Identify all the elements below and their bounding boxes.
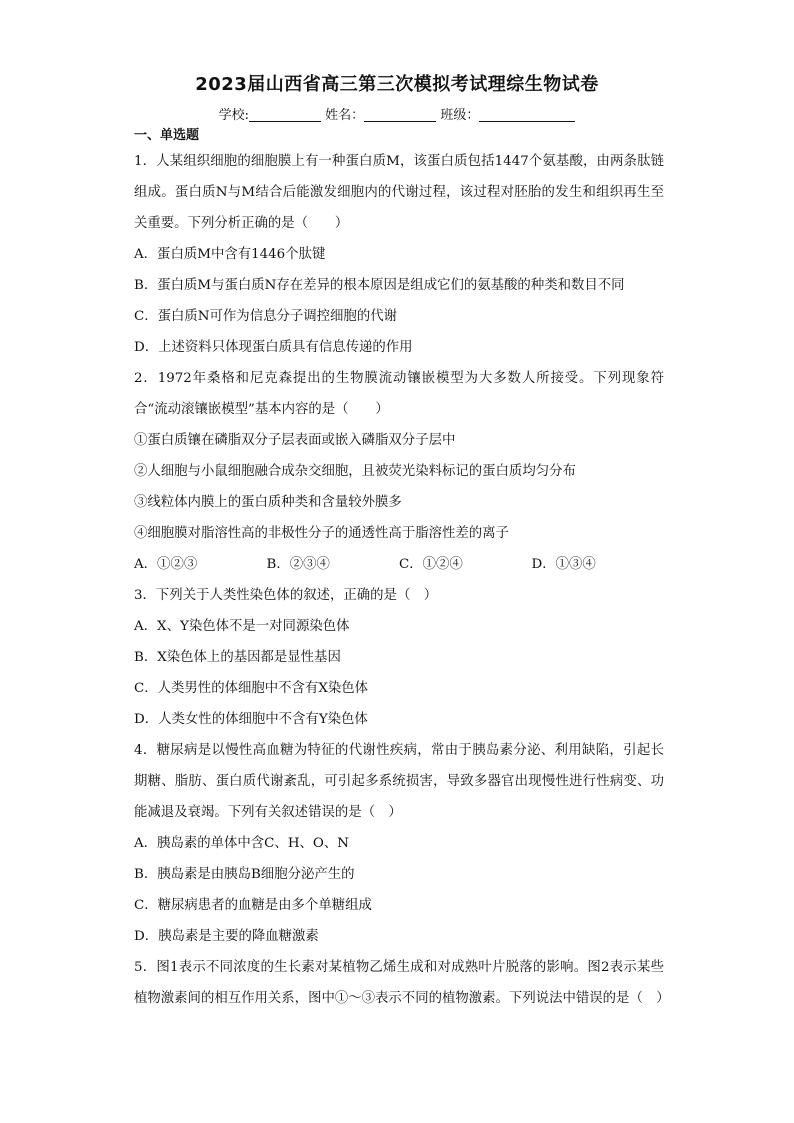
question-5-stem: 5．图1表示不同浓度的生长素对某植物乙烯生成和对成熟叶片脱落的影响。图2表示某些植物激素间的相互作用关系，图中①～③表示不同的植物激素。下列说法中错误的是（ ） [134, 960, 670, 1006]
question-1-option-a: A．蛋白质M中含有1446个肽键 [134, 247, 326, 262]
question-2-option-a: A．①②③ [134, 557, 198, 572]
question-1-stem: 1．人某组织细胞的细胞膜上有一种蛋白质M，该蛋白质包括1447个氨基酸，由两条肽链组成。蛋白质N与M结合后能激发细胞内的代谢过程，该过程对胚胎的发生和组织再生至关重要。下列分析正确的是（ ） [134, 154, 664, 231]
question-1-option-d: D．上述资料只体现蛋白质具有信息传递的作用 [134, 340, 413, 355]
school-label: 学校: [218, 108, 250, 123]
question-3-option-b: B．X染色体上的基因都是显性基因 [134, 650, 341, 665]
school-blank[interactable] [249, 107, 321, 122]
question-2-option-b: B．②③④ [266, 557, 330, 572]
class-blank[interactable] [479, 107, 575, 122]
question-2-option-c: C．①②④ [399, 557, 463, 572]
question-4-option-b: B．胰岛素是由胰岛B细胞分泌产生的 [134, 867, 355, 882]
question-3-stem: 3．下列关于人类性染色体的叙述，正确的是（ ） [134, 588, 438, 603]
name-label: 姓名： [325, 108, 365, 123]
question-2-statement-4: ④细胞膜对脂溶性高的非极性分子的通透性高于脂溶性差的离子 [134, 526, 509, 541]
question-2-options [134, 549, 664, 580]
exam-title: 2023届山西省高三第三次模拟考试理综生物试卷 [195, 74, 599, 95]
question-1-option-b: B．蛋白质M与蛋白质N存在差异的根本原因是组成它们的氨基酸的种类和数目不同 [134, 278, 625, 293]
question-2-option-d: D．①③④ [531, 557, 596, 572]
question-4-option-d: D．胰岛素是主要的降血糖激素 [134, 929, 319, 944]
question-1-option-c: C．蛋白质N可作为信息分子调控细胞的代谢 [134, 309, 397, 324]
name-blank[interactable] [364, 107, 436, 122]
question-4-option-c: C．糖尿病患者的血糖是由多个单糖组成 [134, 898, 372, 913]
question-3-option-d: D．人类女性的体细胞中不含有Y染色体 [134, 712, 368, 727]
question-2-statement-3: ③线粒体内膜上的蛋白质种类和含量较外膜多 [134, 495, 402, 510]
question-2-stem: 2．1972年桑格和尼克森提出的生物膜流动镶嵌模型为大多数人所接受。下列现象符合“流动滚镶嵌模型”基本内容的是（ ） [134, 371, 664, 417]
questions-area [134, 146, 670, 1014]
class-label: 班级： [440, 108, 480, 123]
student-info-line [0, 104, 794, 123]
question-3-option-c: C．人类男性的体细胞中不含有X染色体 [134, 681, 369, 696]
question-2-statement-2: ②人细胞与小鼠细胞融合成杂交细胞，且被荧光染料标记的蛋白质均匀分布 [134, 464, 576, 479]
section-title: 一、单选题 [134, 128, 200, 143]
question-4-stem: 4．糖尿病是以慢性高血糖为特征的代谢性疾病，常由于胰岛素分泌、利用缺陷，引起长期糖、脂肪、蛋白质代谢紊乱，可引起多系统损害，导致多器官出现慢性进行性病变、功能减退及衰竭。下列有关叙述错误的是（ ） [134, 743, 664, 820]
question-4-option-a: A．胰岛素的单体中含C、H、O、N [134, 836, 349, 851]
question-2-statement-1: ①蛋白质镶在磷脂双分子层表面或嵌入磷脂双分子层中 [134, 433, 456, 448]
question-3-option-a: A．X、Y染色体不是一对同源染色体 [134, 619, 350, 634]
